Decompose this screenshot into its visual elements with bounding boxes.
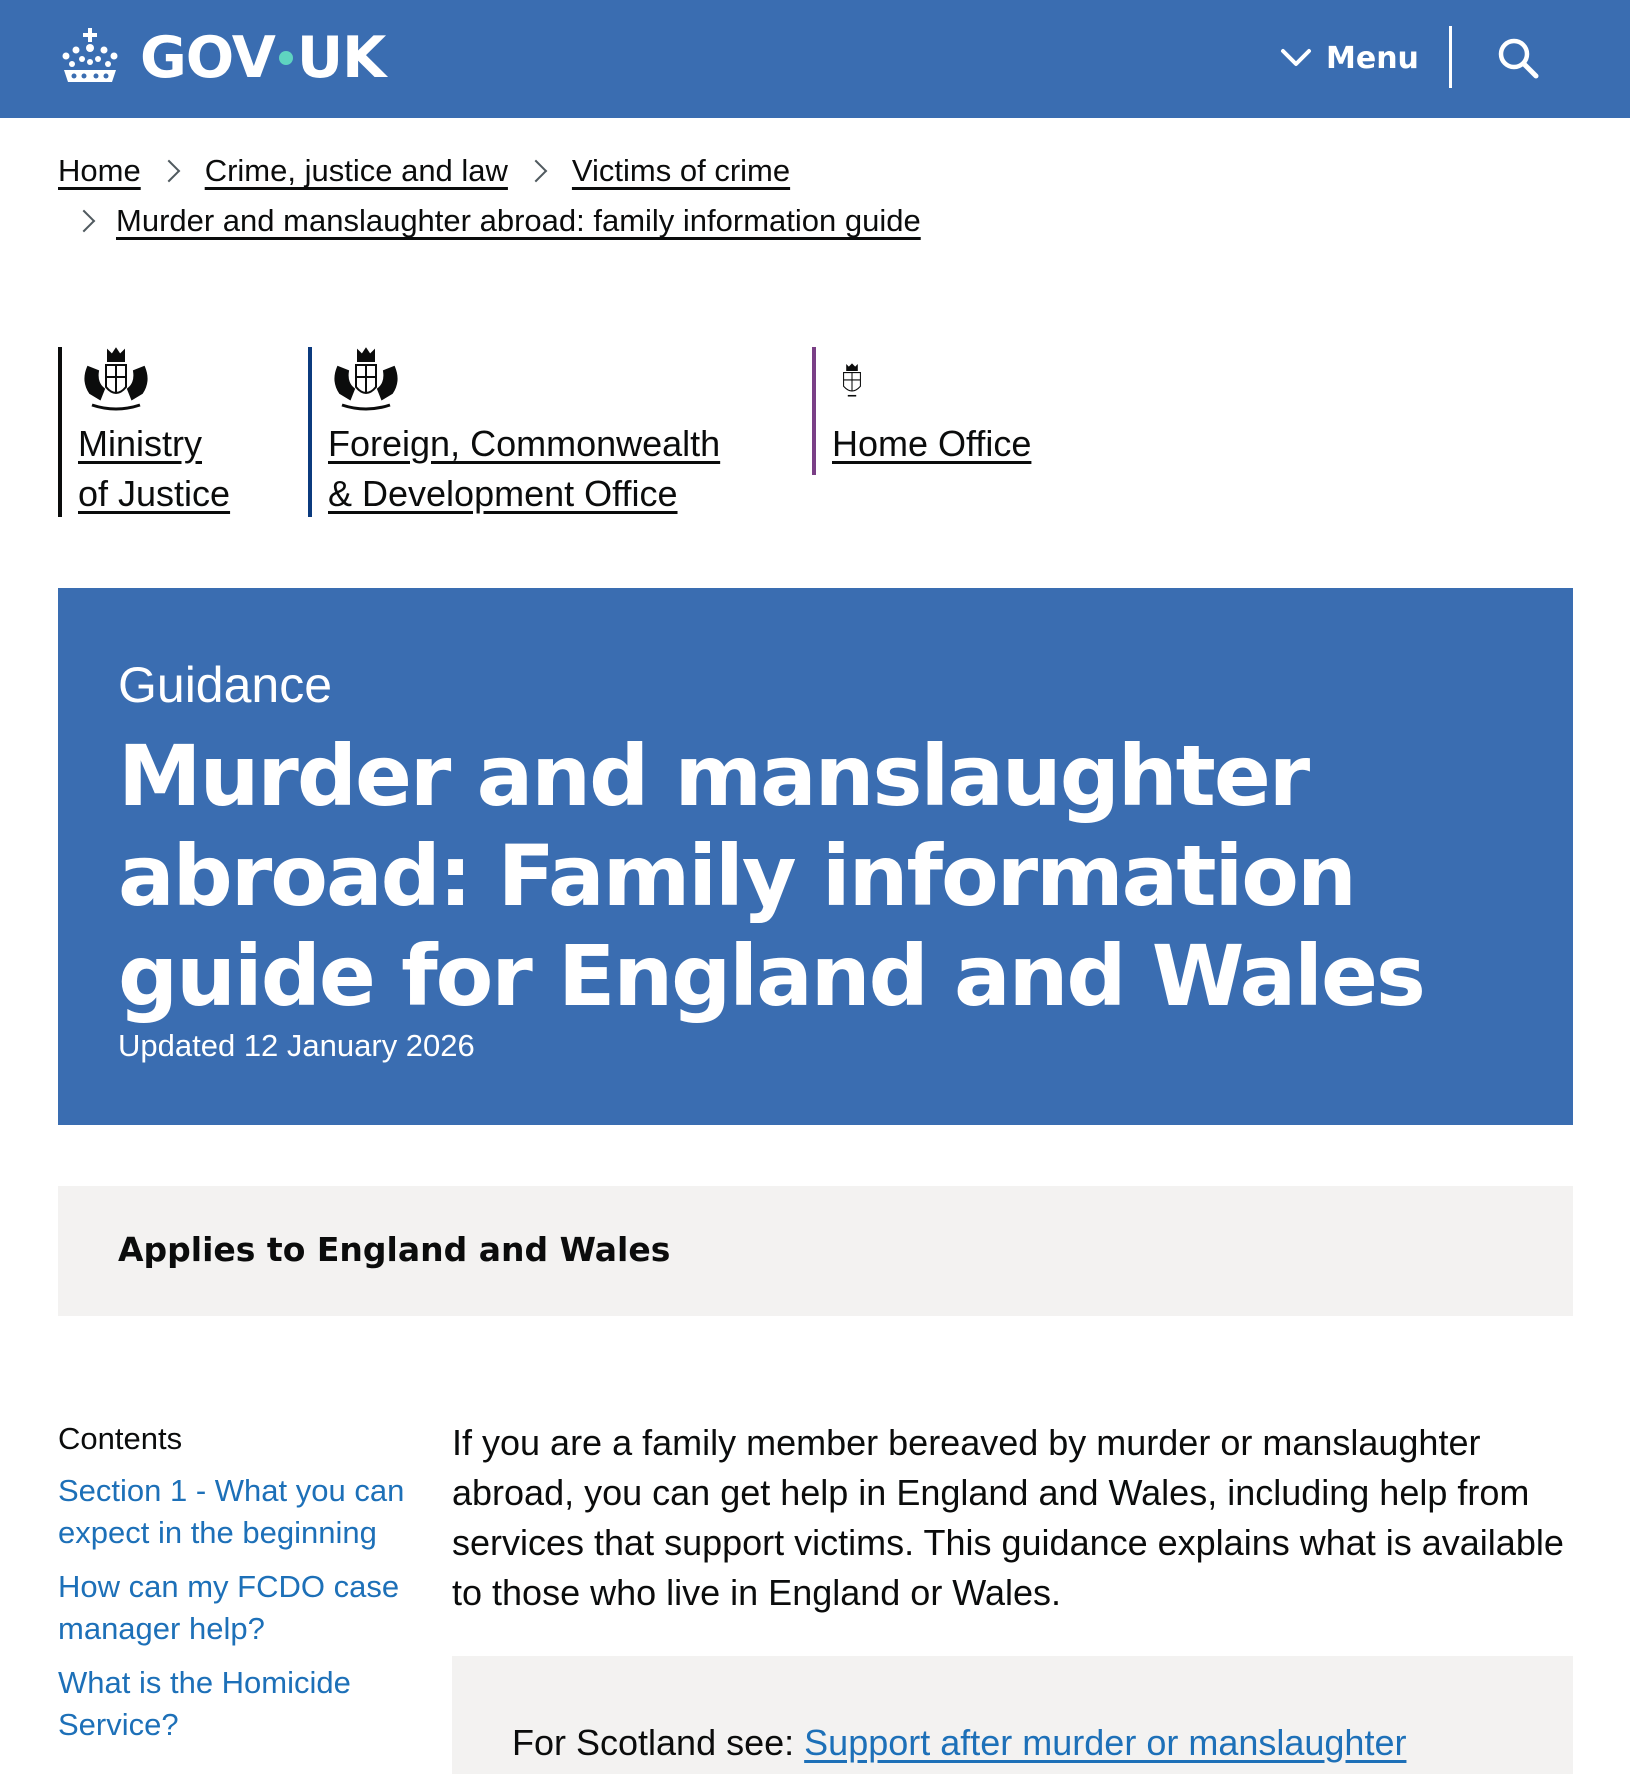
org-home-office-name[interactable]: Home Office bbox=[832, 423, 1032, 464]
intro-paragraph: If you are a family member bereaved by murder or manslaughter abroad, you can get help in England and Wales, including help from services that support victims. This guidance explains what is available to those who live in England or Wales. bbox=[452, 1422, 1564, 1613]
contents-nav bbox=[58, 1418, 408, 1758]
org-home-office bbox=[812, 347, 1031, 475]
crown-icon bbox=[58, 26, 122, 90]
royal-coat-of-arms-icon bbox=[78, 347, 154, 415]
main-content bbox=[452, 1418, 1582, 1618]
contents-title: Contents bbox=[58, 1421, 183, 1456]
contents-item bbox=[58, 1662, 408, 1746]
breadcrumb bbox=[58, 146, 1558, 246]
document-type: Guidance bbox=[118, 657, 333, 713]
chevron-right-icon bbox=[73, 210, 96, 233]
logo-uk: UK bbox=[296, 25, 386, 91]
callout-prefix: For Scotland see: bbox=[512, 1722, 805, 1763]
breadcrumb-home[interactable]: Home bbox=[58, 153, 141, 188]
updated-date: Updated 12 January 2026 bbox=[118, 1028, 475, 1063]
contents-item bbox=[58, 1566, 408, 1650]
org-ministry-of-justice-line1[interactable]: Ministry bbox=[78, 423, 202, 464]
contents-link-fcdo-case-manager[interactable]: How can my FCDO case manager help? bbox=[58, 1569, 400, 1646]
contents-item bbox=[58, 1470, 408, 1554]
chevron-right-icon bbox=[525, 160, 548, 183]
org-fcdo-line1[interactable]: Foreign, Commonwealth bbox=[328, 423, 721, 464]
scotland-support-link[interactable]: Support after murder or manslaughter bbox=[804, 1722, 1407, 1763]
govuk-logo-link[interactable] bbox=[58, 20, 385, 96]
breadcrumb-victims-of-crime[interactable]: Victims of crime bbox=[571, 153, 791, 188]
callout-text bbox=[512, 1718, 1513, 1768]
chevron-down-icon bbox=[1280, 47, 1312, 69]
logo-gov: GOV bbox=[140, 25, 275, 91]
page-title: Murder and manslaughter abroad: Family information guide for England and Wales bbox=[118, 727, 1424, 1025]
applies-to-text: Applies to England and Wales bbox=[118, 1230, 671, 1269]
contents-link-homicide-service[interactable]: What is the Homicide Service? bbox=[58, 1665, 351, 1742]
search-button[interactable] bbox=[1490, 30, 1546, 86]
page-hero bbox=[58, 588, 1573, 1125]
chevron-right-icon bbox=[157, 160, 180, 183]
menu-button[interactable] bbox=[1280, 28, 1419, 88]
breadcrumb-crime-justice-law[interactable]: Crime, justice and law bbox=[204, 153, 508, 188]
breadcrumb-row bbox=[58, 146, 1558, 196]
contents-link-section-1[interactable]: Section 1 - What you can expect in the beginning bbox=[58, 1473, 405, 1550]
royal-coat-of-arms-icon bbox=[328, 347, 404, 415]
home-office-crest-icon bbox=[832, 347, 872, 415]
logo-dot bbox=[279, 51, 293, 65]
applies-to-panel bbox=[58, 1186, 1573, 1316]
org-fcdo-line2[interactable]: & Development Office bbox=[328, 473, 678, 514]
org-ministry-of-justice bbox=[58, 347, 230, 517]
logo-wordmark bbox=[140, 25, 385, 91]
org-ministry-of-justice-line2[interactable]: of Justice bbox=[78, 473, 231, 514]
breadcrumb-family-guide[interactable]: Murder and manslaughter abroad: family information guide bbox=[116, 203, 921, 238]
menu-label: Menu bbox=[1326, 40, 1419, 76]
header-divider bbox=[1449, 26, 1452, 88]
org-fcdo bbox=[308, 347, 720, 517]
scotland-callout bbox=[452, 1656, 1573, 1774]
contents-list bbox=[58, 1470, 408, 1746]
breadcrumb-row bbox=[58, 196, 1558, 246]
site-header bbox=[0, 0, 1630, 118]
search-icon bbox=[1496, 36, 1540, 80]
